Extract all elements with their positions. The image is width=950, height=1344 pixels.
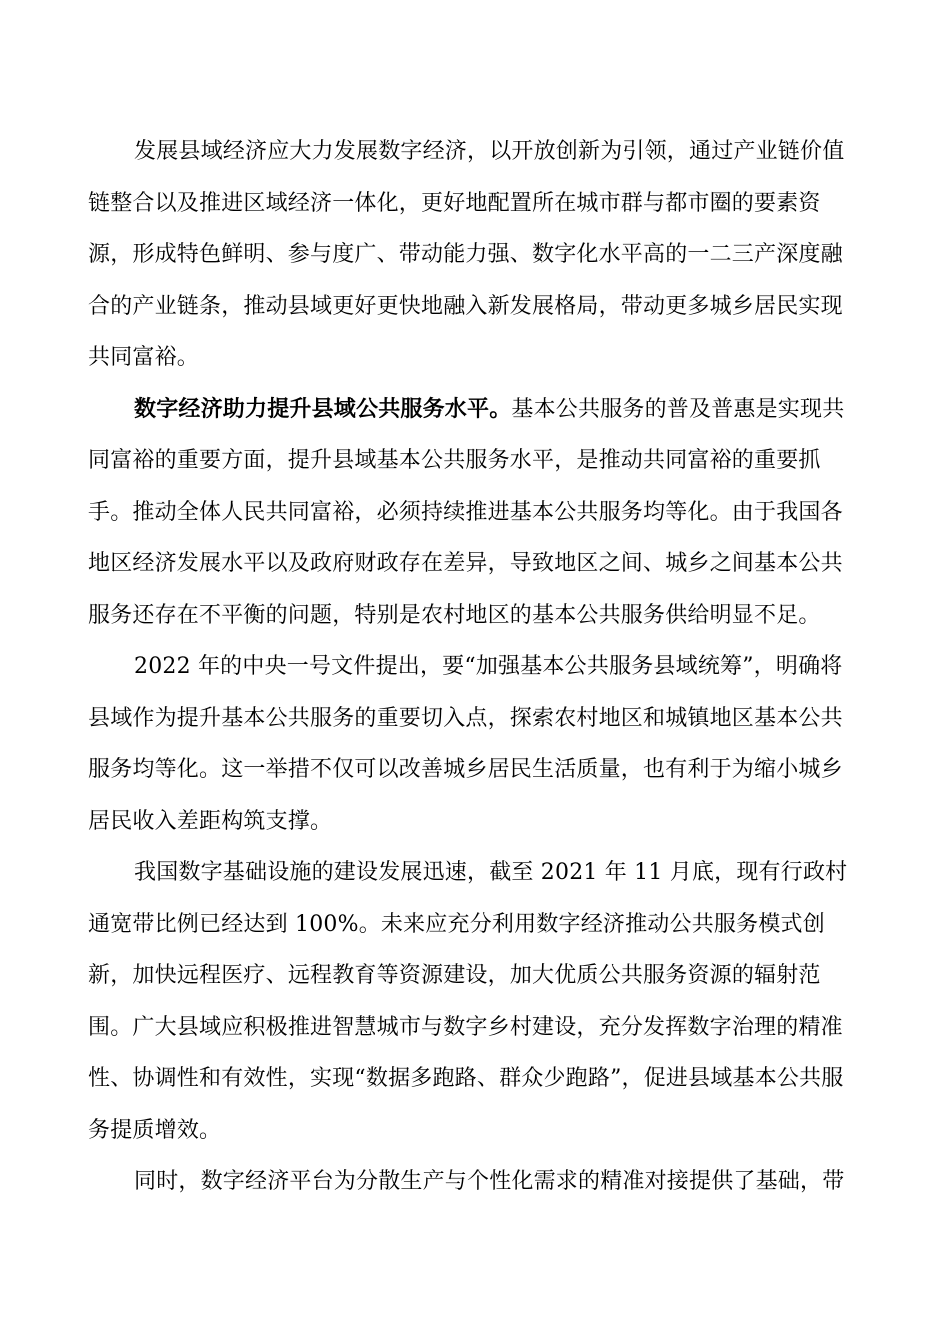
text-line: 居民收入差距构筑支撑。 (88, 808, 333, 834)
text-line: 效。 (176, 1117, 222, 1143)
text-line: 服务均等化。这一举措不仅可以改善城乡居民生活质量，也有利于为缩小城乡 (88, 757, 843, 782)
text-line: 合的产业链条，推动县域更好更快地融入新发展格局，带动更多城乡居民实现 (88, 293, 843, 319)
text-line: 共同富裕。 (88, 345, 200, 370)
text-line: 域应积极推进智慧城市与数字乡村建设，充分发挥数字治理的精准性、协调性 (88, 1014, 843, 1091)
paragraph-2 (88, 384, 850, 642)
text-line: 基本公共服务的普及普惠是实现共 (511, 396, 845, 422)
text-line: 县域作为提升基本公共服务的重要切入点，探索农村地区和城镇地区基本公共 (88, 705, 843, 731)
document-page (88, 126, 850, 1208)
text-line: 我国数字基础设施的建设发展迅速，截至 2021 年 11 月底，现有行政村通宽 (88, 860, 848, 937)
text-line: 远程医疗、远程教育等资源建设，加大优质公共服务资源的辐射范围。广大县 (88, 963, 821, 1040)
text-line: 链整合以及推进区域经济一体化，更好地配置所在城市群与都市圈的要素资 (88, 190, 821, 216)
paragraph-5 (88, 1156, 850, 1208)
paragraph-4 (88, 847, 850, 1156)
text-line: 同时，数字经济平台为分散生产与个性化需求的精准对接提供了基础，带 (134, 1169, 845, 1194)
paragraph-3 (88, 641, 850, 847)
text-line: 服务还存在不平衡的问题，特别是农村地区的基本公共服务供给明显不足。 (88, 602, 821, 628)
paragraph-1 (88, 126, 850, 384)
text-line: 带比例已经达到 100%。未来应充分利用数字经济推动公共服务模式创新，加快 (88, 911, 825, 988)
text-line: 地区经济发展水平以及政府财政存在差异，导致地区之间、城乡之间基本公共 (88, 551, 843, 576)
text-line: 源，形成特色鲜明、参与度广、带动能力强、数字化水平高的一二三产深度融 (88, 242, 843, 267)
text-line: 手。推动全体人民共同富裕，必须持续推进基本公共服务均等化。由于我国各 (88, 499, 843, 525)
text-line: 和有效性，实现“数据多跑路、群众少跑路”，促进县域基本公共服务提质增 (88, 1066, 844, 1143)
text-line: 发展县域经济应大力发展数字经济，以开放创新为引领，通过产业链价值 (134, 139, 845, 164)
paragraph-heading: 数字经济助力提升县域公共服务水平。 (134, 395, 512, 422)
text-line: 同富裕的重要方面，提升县域基本公共服务水平，是推动共同富裕的重要抓 (88, 448, 821, 473)
text-line: 2022 年的中央一号文件提出，要“加强基本公共服务县域统筹”，明确将 (134, 654, 843, 679)
